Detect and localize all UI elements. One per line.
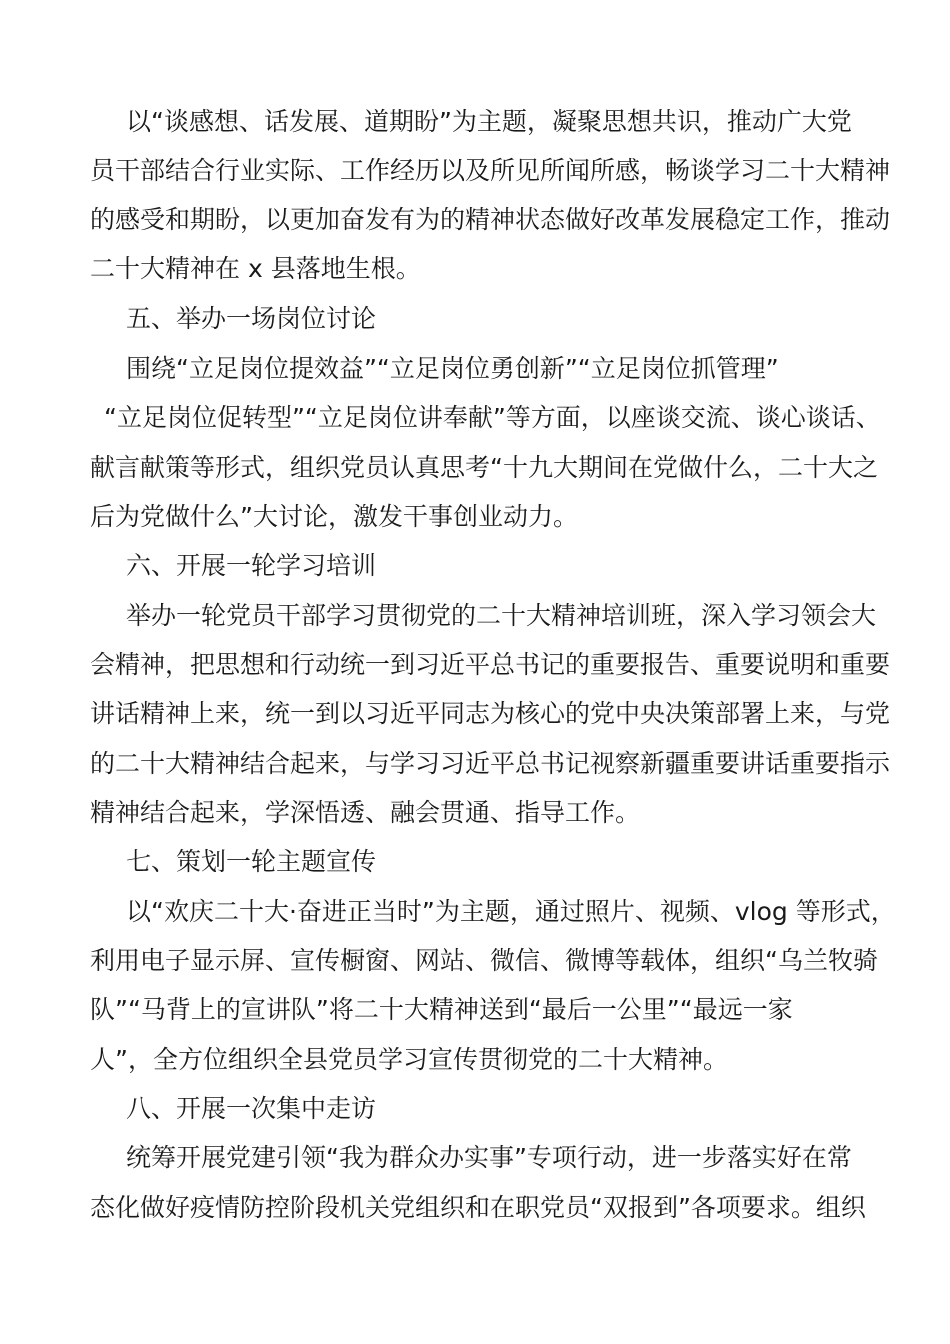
- section-heading: 八、开展一次集中走访: [126, 1094, 377, 1123]
- paragraph-line: 利用电子显示屏、宣传橱窗、网站、微信、微博等载体，组织“乌兰牧骑: [90, 946, 878, 975]
- paragraph-line: 队”“马背上的宣讲队”将二十大精神送到“最后一公里”“最远一家: [90, 995, 793, 1024]
- paragraph-line: 举办一轮党员干部学习贯彻党的二十大精神培训班，深入学习领会大: [126, 601, 877, 630]
- paragraph-line: 精神结合起来，学深悟透、融会贯通、指导工作。: [90, 798, 641, 827]
- paragraph-line: 献言献策等形式，组织党员认真思考“十九大期间在党做什么，二十大之: [90, 453, 878, 482]
- paragraph-line: 的感受和期盼，以更加奋发有为的精神状态做好改革发展稳定工作，推动: [90, 205, 891, 234]
- paragraph-line: 会精神，把思想和行动统一到习近平总书记的重要报告、重要说明和重要: [90, 650, 891, 679]
- paragraph-line: 人”，全方位组织全县党员学习宣传贯彻党的二十大精神。: [90, 1045, 728, 1074]
- paragraph-line: 讲话精神上来，统一到以习近平同志为核心的党中央决策部署上来，与党: [90, 699, 891, 728]
- paragraph-line: 的二十大精神结合起来，与学习习近平总书记视察新疆重要讲话重要指示: [90, 749, 891, 778]
- section-heading: 五、举办一场岗位讨论: [126, 304, 377, 333]
- paragraph-line: 后为党做什么”大讨论，激发干事创业动力。: [90, 502, 578, 531]
- paragraph-line: 统筹开展党建引领“我为群众办实事”专项行动，进一步落实好在常: [126, 1143, 852, 1172]
- section-heading: 七、策划一轮主题宣传: [126, 847, 377, 876]
- paragraph-line: “立足岗位促转型”“立足岗位讲奉献”等方面，以座谈交流、谈心谈话、: [104, 403, 881, 432]
- paragraph-line: 以“谈感想、话发展、道期盼”为主题，凝聚思想共识，推动广大党: [126, 107, 852, 136]
- paragraph-line: 态化做好疫情防控阶段机关党组织和在职党员“双报到”各项要求。组织: [90, 1193, 866, 1222]
- paragraph-line: 围绕“立足岗位提效益”“立足岗位勇创新”“立足岗位抓管理”: [126, 354, 779, 383]
- section-heading: 六、开展一轮学习培训: [126, 551, 377, 580]
- paragraph-line: 员干部结合行业实际、工作经历以及所见所闻所感，畅谈学习二十大精神: [90, 156, 891, 185]
- paragraph-line: 以“欢庆二十大·奋进正当时”为主题，通过照片、视频、vlog 等形式，: [126, 897, 896, 926]
- paragraph-line: 二十大精神在 x 县落地生根。: [90, 254, 421, 283]
